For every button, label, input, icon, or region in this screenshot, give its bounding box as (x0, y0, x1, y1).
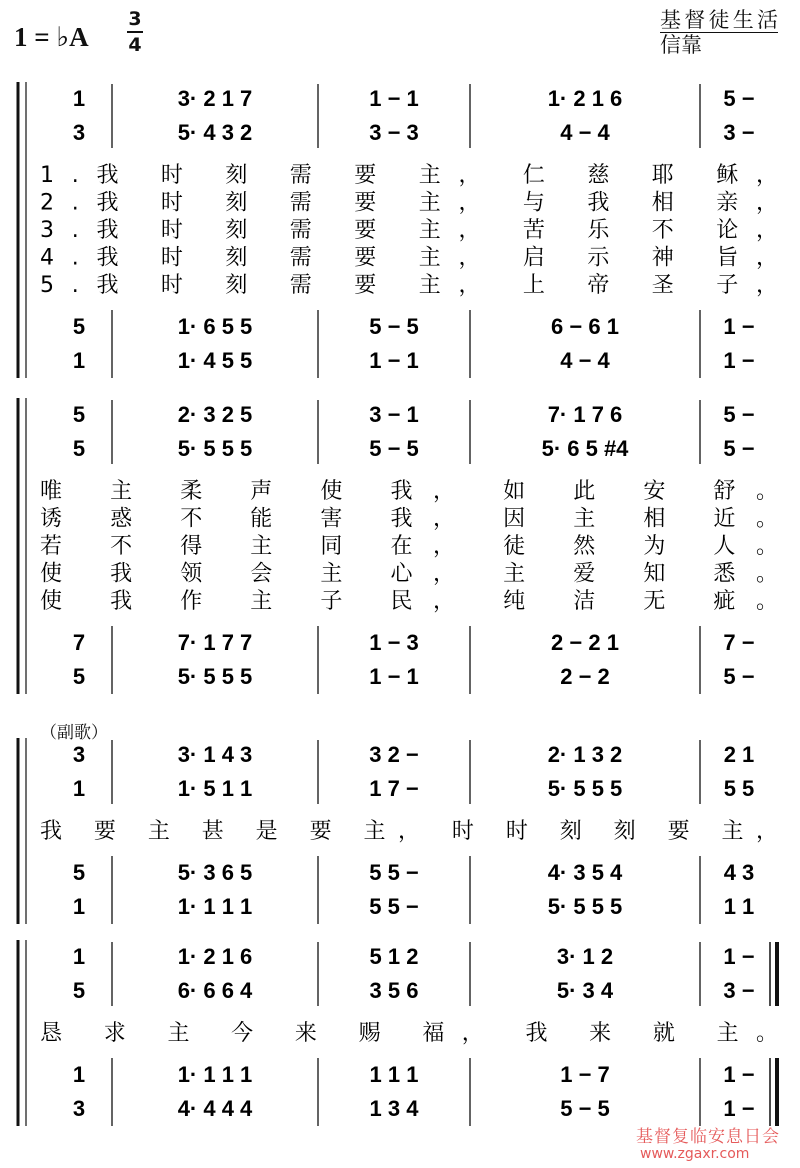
measure-notes: 2 1 (723, 742, 755, 767)
measure-notes: 5· 4 3 2 (177, 120, 253, 145)
measure-notes: 1· 1 1 1 (177, 894, 253, 919)
measure-notes: 1 − (723, 1062, 755, 1087)
measure-notes: 1· 5 1 1 (177, 776, 253, 801)
measure-notes: 1 (72, 1062, 86, 1087)
measure-notes: 7 − (723, 630, 755, 655)
measure-notes: 3 (72, 1096, 86, 1121)
measure-notes: 3· 1 2 (556, 944, 614, 969)
measure-notes: 4 − 4 (560, 348, 610, 373)
measure-notes: 1 (72, 894, 86, 919)
measure-notes: 3 5 6 (369, 978, 419, 1003)
measure-notes: 5 1 2 (369, 944, 419, 969)
measure-notes: 3 − 1 (369, 402, 419, 427)
measure-notes: 5· 5 5 5 (547, 894, 623, 919)
measure-notes: 5 5 (723, 776, 755, 801)
measure-notes: 1 (72, 86, 86, 111)
measure-notes: 1 − (723, 1096, 755, 1121)
measure-notes: 5· 6 5 #4 (541, 436, 629, 461)
lyric-line: 若 不 得 主 同 在， 徒 然 为 人。 (40, 534, 778, 559)
lyric-line: 诱 惑 不 能 害 我， 因 主 相 近。 (40, 506, 778, 532)
measure-notes: 6· 6 6 4 (177, 978, 253, 1003)
lyric-line: 3.我 时 刻 需 要 主， 苦 乐 不 论， (40, 218, 778, 243)
measure-notes: 1 1 1 (369, 1062, 419, 1087)
measure-notes: 5· 5 5 5 (177, 436, 253, 461)
measure-notes: 2 − 2 1 (551, 630, 619, 655)
measure-notes: 1· 2 1 6 (547, 86, 623, 111)
measure-notes: 3· 1 4 3 (177, 742, 253, 767)
lyric-line: 我 要 主 甚 是 要 主， 时 时 刻 刻 要 主， (40, 819, 778, 844)
measure-notes: 5 5 − (369, 894, 419, 919)
measure-notes: 3 (72, 742, 86, 767)
measure-notes: 1 3 4 (369, 1096, 419, 1121)
measure-notes: 6 − 6 1 (551, 314, 619, 339)
watermark: 基督复临安息日会 (636, 1127, 780, 1147)
measure-notes: 1· 2 1 6 (177, 944, 253, 969)
measure-notes: 1 (72, 348, 86, 373)
system-4 (18, 940, 778, 1126)
measure-notes: 1 (72, 776, 86, 801)
measure-notes: 5 5 − (369, 860, 419, 885)
measure-notes: 1 − 7 (560, 1062, 610, 1087)
lyric-line: 2.我 时 刻 需 要 主， 与 我 相 亲， (40, 190, 778, 216)
measure-notes: 5· 3 6 5 (177, 860, 253, 885)
measure-notes: 7 (72, 630, 86, 655)
measure-notes: 5 − (723, 86, 755, 111)
hymn-title-text: 信靠 (660, 33, 702, 57)
measure-notes: 1· 6 5 5 (177, 314, 253, 339)
measure-notes: 5 (72, 314, 86, 339)
lyric-line: 5.我 时 刻 需 要 主， 上 帝 圣 子， (40, 273, 778, 298)
lyric-line: 1.我 时 刻 需 要 主， 仁 慈 耶 稣， (40, 163, 778, 188)
measure-notes: 5 − 5 (369, 436, 419, 461)
measure-notes: 1· 4 5 5 (177, 348, 253, 373)
measure-notes: 5 − 5 (560, 1096, 610, 1121)
measure-notes: 3 − (723, 120, 755, 145)
measure-notes: 3 (72, 120, 86, 145)
measure-notes: 5 (72, 664, 86, 689)
lyric-line: 4.我 时 刻 需 要 主， 启 示 神 旨， (40, 245, 778, 271)
measure-notes: 3 − (723, 978, 755, 1003)
meter-bottom: 4 (128, 34, 142, 56)
measure-notes: 7· 1 7 7 (177, 630, 253, 655)
lyric-line: 使 我 作 主 子 民， 纯 洁 无 疵。 (40, 589, 778, 614)
measure-notes: 1 − 1 (369, 348, 419, 373)
measure-notes: 1 − (723, 314, 755, 339)
measure-notes: 2· 1 3 2 (547, 742, 623, 767)
watermark-url: www.zgaxr.com (640, 1146, 750, 1162)
measure-notes: 1 − 3 (369, 630, 419, 655)
lyric-line: 唯 主 柔 声 使 我， 如 此 安 舒。 (40, 479, 778, 504)
measure-notes: 5 − (723, 402, 755, 427)
measure-notes: 5 − (723, 664, 755, 689)
measure-notes: 1 − (723, 944, 755, 969)
measure-notes: 4 − 4 (560, 120, 610, 145)
lyric-line: 恳 求 主 今 来 赐 福， 我 来 就 主。 (40, 1021, 778, 1046)
measure-notes: 1 (72, 944, 86, 969)
hymn-source: 基督徒生活 (660, 8, 778, 32)
system-2 (18, 398, 778, 694)
measure-notes: 5 − 5 (369, 314, 419, 339)
measure-notes: 5 (72, 402, 86, 427)
system-1 (18, 82, 778, 378)
measure-notes: 2 − 2 (560, 664, 610, 689)
measure-notes: 5· 5 5 5 (547, 776, 623, 801)
measure-notes: 1· 1 1 1 (177, 1062, 253, 1087)
measure-notes: 1 1 (723, 894, 755, 919)
measure-notes: 7· 1 7 6 (547, 402, 623, 427)
measure-notes: 1 − (723, 348, 755, 373)
measure-notes: 5· 5 5 5 (177, 664, 253, 689)
measure-notes: 1 − 1 (369, 664, 419, 689)
meter-top: 3 (128, 8, 142, 30)
measure-notes: 5 − (723, 436, 755, 461)
key-signature: 1 = ♭A (14, 22, 89, 52)
measure-notes: 1 − 1 (369, 86, 419, 111)
measure-notes: 5 (72, 978, 86, 1003)
measure-notes: 4· 3 5 4 (547, 860, 623, 885)
chorus-label: （副歌） (40, 723, 108, 743)
measure-notes: 3 2 − (369, 742, 419, 767)
measure-notes: 1 7 − (369, 776, 419, 801)
measure-notes: 5 (72, 436, 86, 461)
lyric-line: 使 我 领 会 主 心， 主 爱 知 悉。 (40, 561, 778, 587)
measure-notes: 3· 2 1 7 (177, 86, 253, 111)
measure-notes: 5· 3 4 (556, 978, 614, 1003)
measure-notes: 4· 4 4 4 (177, 1096, 253, 1121)
measure-notes: 4 3 (723, 860, 755, 885)
system-3 (18, 738, 778, 924)
measure-notes: 3 − 3 (369, 120, 419, 145)
measure-notes: 2· 3 2 5 (177, 402, 253, 427)
measure-notes: 5 (72, 860, 86, 885)
